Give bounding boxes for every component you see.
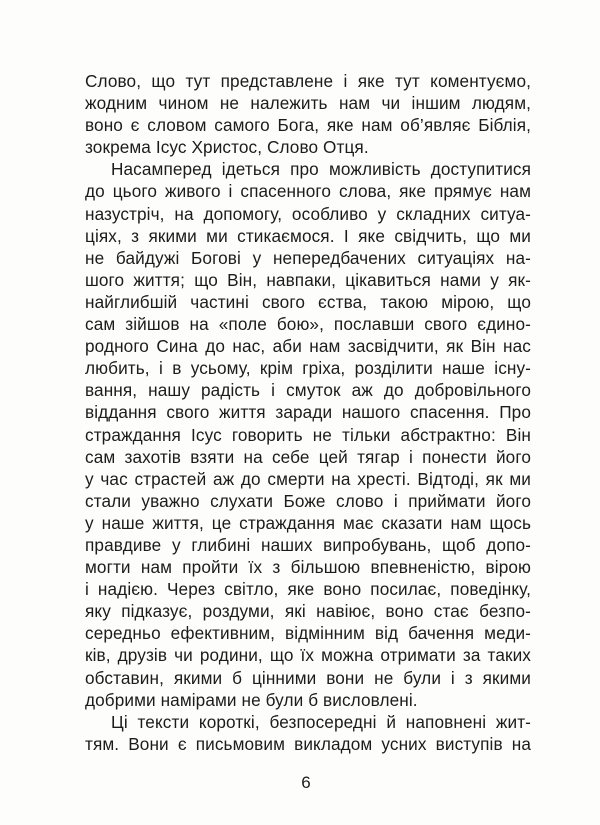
- page-number: 6: [301, 773, 311, 792]
- text-line: тям. Вони є письмовим викладом усних виступів на: [85, 733, 531, 754]
- text-line: не байдужі Богові у непередбачених ситуаціях на-: [85, 247, 531, 268]
- text-line: зокрема Ісус Христос, Слово Отця.: [85, 137, 369, 158]
- text-line: Ці тексти короткі, безпосередні й наповнені жит-: [111, 711, 531, 732]
- text-line: шого життя; що Він, навпаки, цікавиться нами у як-: [85, 269, 531, 290]
- text-line: добрими намірами не були б висловлені.: [85, 689, 418, 710]
- text-line: ків, друзів чи родини, що їх можна отримати за таких: [85, 645, 531, 666]
- text-line: яку підказує, роздуми, які навіює, воно стає безпо-: [85, 601, 531, 622]
- paragraph: [85, 711, 531, 755]
- text-line: віддання свого життя заради нашого спасення. Про: [85, 402, 531, 423]
- text-line: стали уважно слухати Боже слово і приймати його: [85, 490, 531, 511]
- text-line: могти нам пройти їх з більшою впевненістю, вірою: [85, 557, 531, 578]
- text-line: середньо ефективним, відмінним від бачення меди-: [85, 623, 531, 644]
- text-line: у наше життя, це страждання має сказати нам щось: [85, 512, 531, 533]
- text-line: правдиве у глибині наших випробувань, щоб допо-: [85, 534, 531, 555]
- text-line: ціях, з якими ми стикаємося. І яке свідчить, що ми: [85, 225, 531, 246]
- page-body-text: [85, 70, 531, 755]
- text-line: найглибшій частині свого єства, такою мірою, що: [85, 291, 531, 312]
- paragraph: [85, 70, 531, 158]
- text-line: родного Сина до нас, аби нам засвідчити, як Він нас: [85, 336, 531, 357]
- text-line: сам зійшов на «поле бою», пославши свого єдино-: [85, 314, 531, 335]
- text-line: Насамперед ідеться про можливість доступитися: [111, 159, 531, 180]
- text-line: назустріч, на допомогу, особливо у складних ситуа-: [85, 203, 531, 224]
- text-line: сам захотів взяти на себе цей тягар і понести його: [85, 446, 531, 467]
- text-line: любить, і в усьому, крім гріха, розділити наше існу-: [85, 358, 531, 379]
- text-line: і надією. Через світло, яке воно посилає, поведінку,: [85, 579, 531, 600]
- text-line: воно є словом самого Бога, яке нам об’являє Біблія,: [85, 115, 531, 136]
- text-line: страждання Ісус говорить не тільки абстрактно: Він: [85, 424, 531, 445]
- paragraph: [85, 158, 531, 710]
- text-line: Слово, що тут представлене і яке тут коментуємо,: [85, 71, 531, 91]
- text-line: вання, нашу радість і смуток аж до добровільного: [85, 380, 531, 401]
- text-line: до цього живого і спасенного слова, яке прямує нам: [85, 181, 531, 202]
- text-line: жодним чином не належить нам чи іншим людям,: [85, 93, 531, 114]
- text-line: у час страстей аж до смерти на хресті. Відтоді, як ми: [85, 468, 531, 489]
- text-line: обставин, якими б цінними вони не були і з якими: [85, 667, 531, 688]
